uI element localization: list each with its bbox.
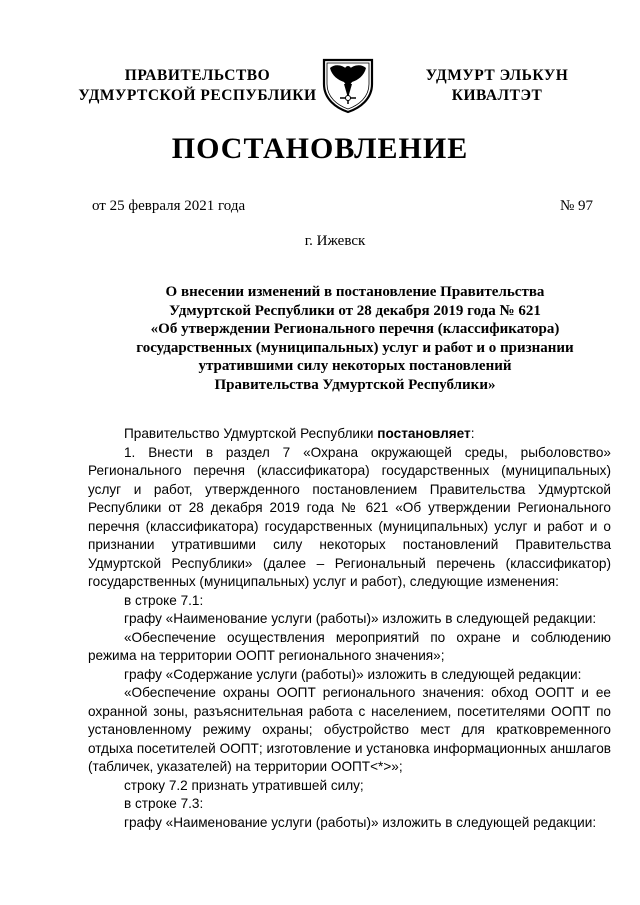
intro-paragraph — [88, 425, 611, 444]
header-right-line1: УДМУРТ ЭЛЬКУН — [425, 67, 569, 84]
header-right — [382, 66, 612, 106]
subject-line: государственных (муниципальных) услуг и работ и о признании — [136, 339, 574, 356]
intro-bold: постановляет — [377, 426, 471, 441]
document-title: ПОСТАНОВЛЕНИЕ — [171, 132, 469, 165]
subject-line: Правительства Удмуртской Республики» — [214, 376, 496, 393]
body-paragraph: 1. Внести в раздел 7 «Охрана окружающей среды, рыболовство» Регионального перечня (классификатора) государственных (муниципальных) услуг и работ, утвержденного постановлением Правительства Удмуртской Республики от 28 декабря 2019 года № 621 «Об утверждении Регионального перечня (классификатора) государственных (муниципальных) услуг и работ и о признании утратившими силу некоторых постановлений Правительства Удмуртской Республики» (далее – Региональный перечень (классификатор) государственных (муниципальных) услуг и работ), следующие изменения: — [88, 444, 611, 589]
document-number: № 97 — [560, 198, 594, 214]
body-paragraph: графу «Наименование услуги (работы)» изложить в следующей редакции: — [124, 814, 597, 830]
body-paragraph: в строке 7.1: — [124, 592, 204, 608]
intro-text: Правительство Удмуртской Республики — [124, 426, 378, 441]
subject-line: Удмуртской Республики от 28 декабря 2019 года № 621 — [169, 302, 541, 319]
body-paragraph: «Обеспечение охраны ООПТ регионального значения: обход ООПТ и ее охранной зоны, разъяснительная работа с населением, посетителями ООПТ по установленному режиму охраны; обустройство мест для кратковременного отдыха посетителей ООПТ; изготовление и установка информационных аншлагов (табличек, указателей) на территории ООПТ<*>»; — [88, 685, 611, 774]
intro-end: : — [470, 426, 475, 441]
subject-line: «Об утверждении Регионального перечня (классификатора) — [150, 321, 560, 337]
document-body — [88, 425, 611, 832]
body-paragraph: графу «Наименование услуги (работы)» изложить в следующей редакции: — [124, 611, 597, 626]
document-city: г. Ижевск — [304, 233, 366, 249]
subject-line: утратившими силу некоторых постановлений — [198, 358, 512, 374]
body-paragraph: графу «Содержание услуги (работы)» изложить в следующей редакции: — [124, 666, 582, 682]
header-right-line2: КИВАЛТЭТ — [451, 87, 543, 104]
body-paragraph: строку 7.2 признать утратившей силу; — [124, 777, 364, 793]
header-left — [70, 66, 325, 106]
header-left-line2: УДМУРТСКОЙ РЕСПУБЛИКИ — [78, 87, 317, 104]
body-paragraph: «Обеспечение осуществления мероприятий по охране и соблюдению режима на территории ООПТ регионального значения»; — [88, 629, 611, 663]
header-left-line1: ПРАВИТЕЛЬСТВО — [124, 67, 271, 84]
document-subject — [120, 283, 590, 394]
document-date: от 25 февраля 2021 года — [92, 198, 246, 214]
body-paragraph: в строке 7.3: — [124, 796, 204, 811]
udmurt-coat-of-arms-icon — [318, 54, 378, 114]
subject-line: О внесении изменений в постановление Правительства — [165, 284, 545, 300]
